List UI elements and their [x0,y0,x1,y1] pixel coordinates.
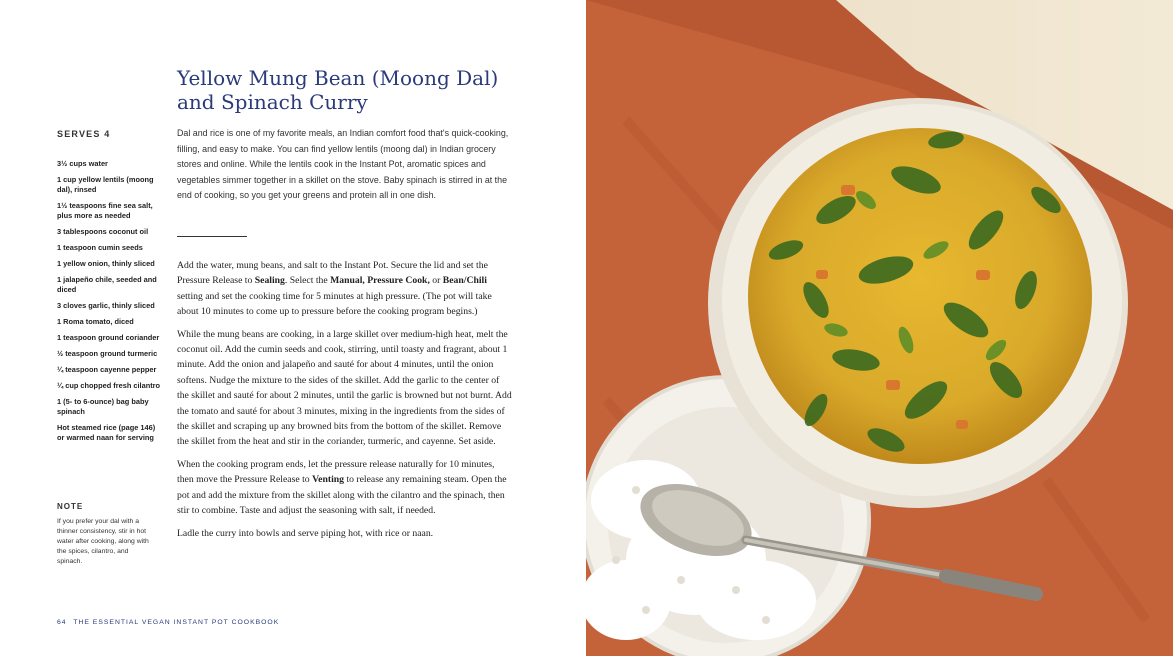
note-text: If you prefer your dal with a thinner consistency, stir in hot water after cooking, along with the spices, cilantro, and spinach. [57,518,149,565]
ingredient-item: ¼ teaspoon cayenne pepper [57,365,157,374]
curry-bowl-photo [586,0,1173,656]
recipe-intro: Dal and rice is one of my favorite meals, an Indian comfort food that's quick-cooking, filling, and easy to make. You can find yellow lentils (moong dal) in Indian grocery stores and online. While the lentils cook in the Instant Pot, aromatic spices and vegetables simmer together in a skillet on the stove. Baby spinach is stirred in at the end of cooking, so you get your greens and protein all in one dish. [177,128,509,200]
step-2: While the mung beans are cooking, in a large skillet over medium-high heat, melt the coconut oil. Add the cumin seeds and cook, stirring, until toasty and fragrant, about 1 minute. Add the onion and jalapeño and sauté for about 4 minutes, until the onion softens. Nudge the mixture to the sides of the skillet. Add the garlic to the center of the skillet and sauté for about 2 minutes, until the garlic is browned but not burnt. Add the tomato and sauté for about 3 minutes, mixing in the ingredients from the sides of the skillet and scraping up any browned bits from the bottom of the skillet. Remove the skillet from the heat and stir in the coriander, turmeric, and cayenne. Set aside. [177,328,512,448]
book-title: THE ESSENTIAL VEGAN INSTANT POT COOKBOOK [73,619,280,626]
recipe-title [177,66,557,114]
ingredient-item: 1 (5- to 6-ounce) bag baby spinach [57,397,149,416]
ingredient-item: 1 jalapeño chile, seeded and diced [57,275,157,294]
ingredient-item: 1 yellow onion, thinly sliced [57,259,155,268]
ingredient-item: 3 tablespoons coconut oil [57,227,149,236]
ingredient-item: 3½ cups water [57,159,108,168]
ingredient-item: Hot steamed rice (page 146) or warmed naan for serving [57,423,156,442]
method-steps [177,258,513,548]
ingredient-item: 1 teaspoon ground coriander [57,333,160,342]
note-heading: NOTE [57,502,84,511]
step-4: Ladle the curry into bowls and serve piping hot, with rice or naan. [177,527,434,539]
ingredient-item: 1 Roma tomato, diced [57,317,134,326]
ingredient-item: 1 teaspoon cumin seeds [57,243,143,252]
step-3: When the cooking program ends, let the pressure release naturally for 10 minutes, then move the Pressure Release to Venting to release any remaining steam. Open the pot and add the mixture from the skillet along with the cilantro and the spinach, then stir to combine. Taste and adjust the seasoning with salt, if needed. [177,458,507,517]
section-divider [177,236,247,237]
ingredient-item: 1 cup yellow lentils (moong dal), rinsed [57,175,154,194]
ingredients-list [57,159,161,449]
step-1: Add the water, mung beans, and salt to the Instant Pot. Secure the lid and set the Pressure Release to Sealing. Select the Manual, Pressure Cook, or Bean/Chili setting and set the cooking time for 5 minutes at high pressure. (The pot will take about 10 minutes to come up to pressure before the cooking program begins.) [177,260,492,318]
ingredient-item: ½ teaspoon ground turmeric [57,349,158,358]
ingredient-item: 3 cloves garlic, thinly sliced [57,301,155,310]
recipe-title-line2: and Spinach Curry [177,90,368,114]
recipe-page [0,0,586,656]
ingredient-item: ¼ cup chopped fresh cilantro [57,381,161,390]
recipe-title-line1: Yellow Mung Bean (Moong Dal) [177,66,499,90]
ingredient-item: 1½ teaspoons fine sea salt, plus more as needed [57,201,153,220]
page-footer [57,619,279,626]
serves-label: SERVES 4 [57,129,111,139]
page-number: 64 [57,619,67,626]
food-photo [586,0,1173,656]
